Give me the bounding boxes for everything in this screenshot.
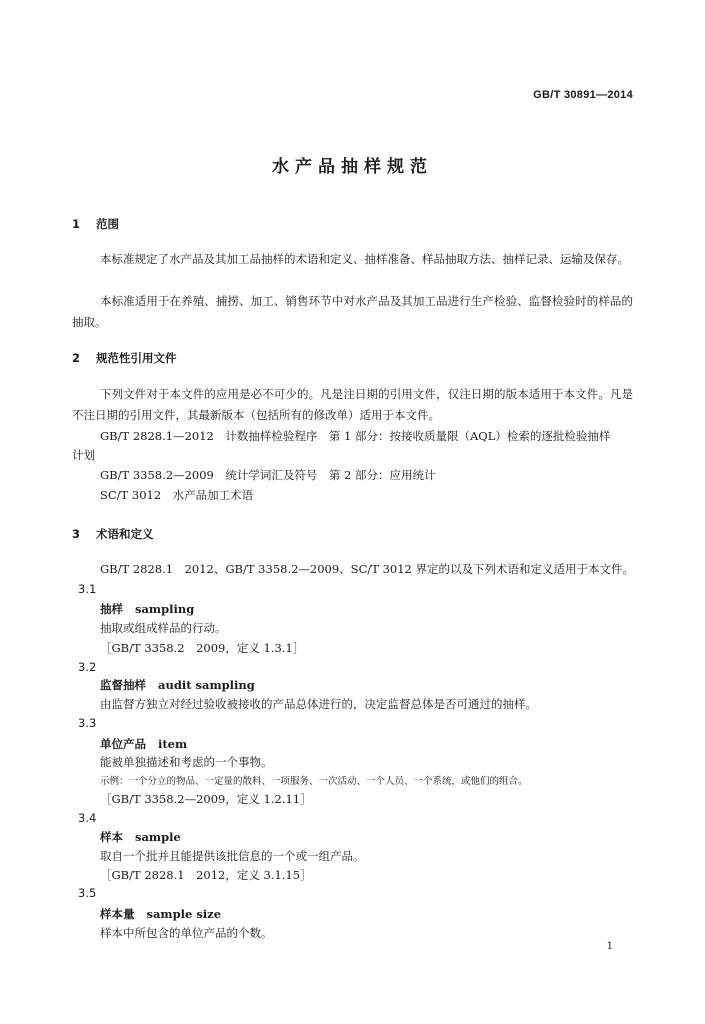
term-definition: 样本中所包含的单位产品的个数。 xyxy=(100,926,273,940)
term-chinese: 单位产品 xyxy=(100,737,146,751)
term-definition: 抽取或组成样品的行动。 xyxy=(100,621,227,635)
term-chinese: 抽样 xyxy=(100,602,123,616)
section-1-heading xyxy=(72,216,119,232)
term-number: 3.2 xyxy=(78,660,97,674)
section-title: 术语和定义 xyxy=(96,527,154,541)
term-definition: 能被单独描述和考虑的一个事物。 xyxy=(100,755,273,769)
term-definition: 由监督方独立对经过验收被接收的产品总体进行的，决定监督总体是否可通过的抽样。 xyxy=(100,697,537,711)
term-heading xyxy=(100,829,181,845)
term-number: 3.1 xyxy=(78,582,97,596)
section-number: 1 xyxy=(72,217,81,231)
term-chinese: 监督抽样 xyxy=(100,678,146,692)
section-2-paragraph: 下列文件对于本文件的应用是必不可少的。凡是注日期的引用文件，仅注日期的版本适用于本文件。凡是不注日期的引用文件，其最新版本（包括所有的修改单）适用于本文件。 xyxy=(72,387,633,422)
term-english: item xyxy=(158,737,188,751)
term-source: ［GB/T 3358.2—2009，定义 1.2.11］ xyxy=(100,792,312,806)
section-3-heading xyxy=(72,526,154,542)
term-english: audit sampling xyxy=(158,678,255,692)
term-heading xyxy=(100,906,221,922)
normative-reference-2: GB/T 3358.2—2009 统计学词汇及符号 第 2 部分：应用统计 xyxy=(100,468,436,482)
section-title: 规范性引用文件 xyxy=(96,351,177,365)
section-number: 2 xyxy=(72,351,81,365)
section-1-paragraph-2: 本标准适用于在养殖、捕捞、加工、销售环节中对水产品及其加工品进行生产检验、监督检验时的样品的抽取。 xyxy=(72,294,633,329)
section-2-heading xyxy=(72,350,177,366)
term-heading xyxy=(100,736,187,752)
normative-reference-1: GB/T 2828.1—2012 计数抽样检验程序 第 1 部分：按接收质量限（AQL）检索的逐批检验抽样 xyxy=(100,429,611,443)
term-english: sample size xyxy=(146,907,222,921)
page-title: 水产品抽样规范 xyxy=(272,157,433,177)
section-title: 范围 xyxy=(96,217,119,231)
standard-number: GB/T 30891—2014 xyxy=(533,89,633,101)
term-source: ［GB/T 2828.1 2012，定义 3.1.15］ xyxy=(100,868,312,882)
section-1-paragraph-1: 本标准规定了水产品及其加工品抽样的术语和定义、抽样准备、样品抽取方法、抽样记录、运输及保存。 xyxy=(100,252,629,266)
term-english: sampling xyxy=(135,602,195,616)
page-number: 1 xyxy=(606,941,613,952)
term-example: 示例：一个分立的物品、一定量的散料、一项服务、一次活动、一个人员、一个系统，或他们的组合。 xyxy=(100,776,528,787)
term-chinese: 样本 xyxy=(100,830,123,844)
term-number: 3.4 xyxy=(78,811,97,825)
term-source: ［GB/T 3358.2 2009，定义 1.3.1］ xyxy=(100,641,305,655)
normative-reference-3: SC/T 3012 水产品加工术语 xyxy=(100,488,254,502)
term-chinese: 样本量 xyxy=(100,907,135,921)
section-3-intro: GB/T 2828.1 2012、GB/T 3358.2—2009、SC/T 3012 界定的以及下列术语和定义适用于本文件。 xyxy=(100,562,634,576)
term-heading xyxy=(100,677,255,693)
normative-reference-1-continued: 计划 xyxy=(72,448,95,462)
term-heading xyxy=(100,601,194,617)
term-number: 3.5 xyxy=(78,886,97,900)
section-number: 3 xyxy=(72,527,81,541)
term-number: 3.3 xyxy=(78,716,97,730)
term-definition: 取自一个批并且能提供该批信息的一个或一组产品。 xyxy=(100,849,365,863)
term-english: sample xyxy=(135,830,181,844)
